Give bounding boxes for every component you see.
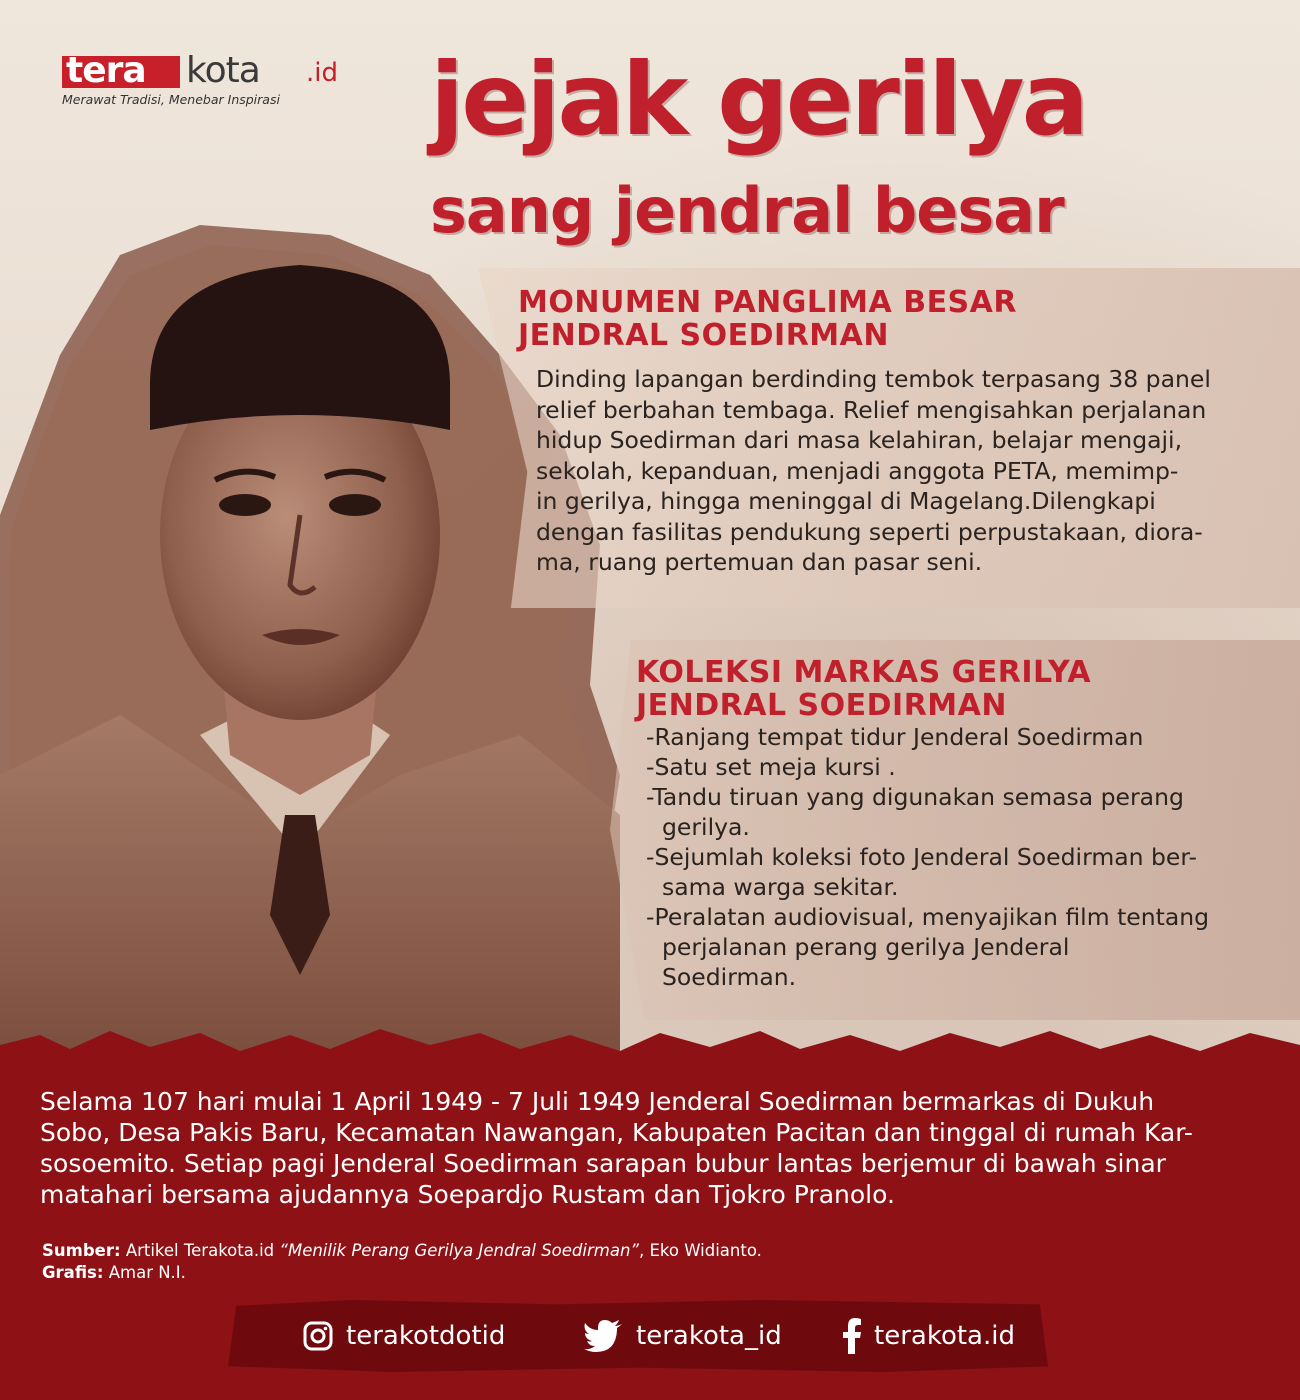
source-prefix: Artikel Terakota.id xyxy=(125,1241,275,1260)
instagram-link[interactable] xyxy=(302,1316,505,1356)
logo-text-id: .id xyxy=(306,58,338,88)
twitter-handle: terakota_id xyxy=(636,1321,782,1351)
logo-tagline: Merawat Tradisi, Menebar Inspirasi xyxy=(62,92,280,107)
section2-heading xyxy=(636,656,1091,722)
list-item: -Ranjang tempat tidur Jenderal Soedirman xyxy=(646,723,1144,751)
story-line: matahari bersama ajudannya Soepardjo Rustam dan Tjokro Pranolo. xyxy=(40,1180,895,1209)
graphics-value: Amar N.I. xyxy=(108,1263,186,1282)
list-item: -Sejumlah koleksi foto Jenderal Soedirman ber- sama warga sekitar. xyxy=(646,843,1197,901)
facebook-handle: terakota.id xyxy=(874,1321,1015,1351)
source-label: Sumber: xyxy=(42,1241,121,1260)
story-line: sosoemito. Setiap pagi Jenderal Soedirman sarapan bubur lantas berjemur di bawah sinar xyxy=(40,1149,1166,1178)
facebook-link[interactable] xyxy=(842,1316,1015,1356)
source-credit xyxy=(42,1240,762,1262)
logo-text-kota: kota xyxy=(186,50,260,91)
logo-text-tera: tera xyxy=(66,50,146,91)
story-paragraph xyxy=(40,1086,1266,1210)
list-item: -Tandu tiruan yang digunakan semasa perang gerilya. xyxy=(646,783,1184,841)
section1-heading-line: JENDRAL SOEDIRMAN xyxy=(518,318,889,353)
section1-line: sekolah, kepanduan, menjadi anggota PETA, memimp- xyxy=(536,456,1179,485)
graphics-label: Grafis: xyxy=(42,1263,104,1282)
story-line: Sobo, Desa Pakis Baru, Kecamatan Nawangan, Kabupaten Pacitan dan tinggal di rumah Kar- xyxy=(40,1118,1193,1147)
section1-heading-line: MONUMEN PANGLIMA BESAR xyxy=(518,285,1017,320)
list-item: -Satu set meja kursi . xyxy=(646,753,896,781)
terakota-logo xyxy=(62,50,362,114)
credits xyxy=(42,1240,762,1284)
story-line: Selama 107 hari mulai 1 April 1949 - 7 Juli 1949 Jenderal Soedirman bermarkas di Dukuh xyxy=(40,1087,1155,1116)
twitter-icon xyxy=(584,1320,624,1352)
instagram-icon xyxy=(302,1320,334,1352)
sub-title: sang jendral besar xyxy=(430,174,1064,247)
instagram-handle: terakotdotid xyxy=(346,1321,506,1351)
source-title: “Menilik Perang Gerilya Jendral Soedirman” xyxy=(279,1241,639,1260)
section2-heading-line: KOLEKSI MARKAS GERILYA xyxy=(636,655,1092,690)
graphics-credit xyxy=(42,1262,762,1284)
section1-body xyxy=(536,364,1276,578)
section1-heading xyxy=(518,286,1017,352)
section2-list xyxy=(646,722,1276,992)
list-item: -Peralatan audiovisual, menyajikan film tentang perjalanan perang gerilya Jenderal Soedirman. xyxy=(646,903,1210,991)
section1-line: hidup Soedirman dari masa kelahiran, belajar mengaji, xyxy=(536,426,1183,454)
facebook-icon xyxy=(842,1318,862,1354)
section1-line: relief berbahan tembaga. Relief mengisahkan perjalanan xyxy=(536,395,1207,424)
twitter-link[interactable] xyxy=(584,1316,782,1356)
main-title: jejak gerilya xyxy=(430,41,1087,158)
section1-line: in gerilya, hingga meninggal di Magelang.Dilengkapi xyxy=(536,487,1156,515)
section1-line: Dinding lapangan berdinding tembok terpasang 38 panel xyxy=(536,365,1211,393)
source-suffix: , Eko Widianto. xyxy=(638,1241,762,1260)
section1-line: ma, ruang pertemuan dan pasar seni. xyxy=(536,548,983,576)
section1-line: dengan fasilitas pendukung seperti perpustakaan, diora- xyxy=(536,517,1203,546)
section2-heading-line: JENDRAL SOEDIRMAN xyxy=(636,688,1007,723)
